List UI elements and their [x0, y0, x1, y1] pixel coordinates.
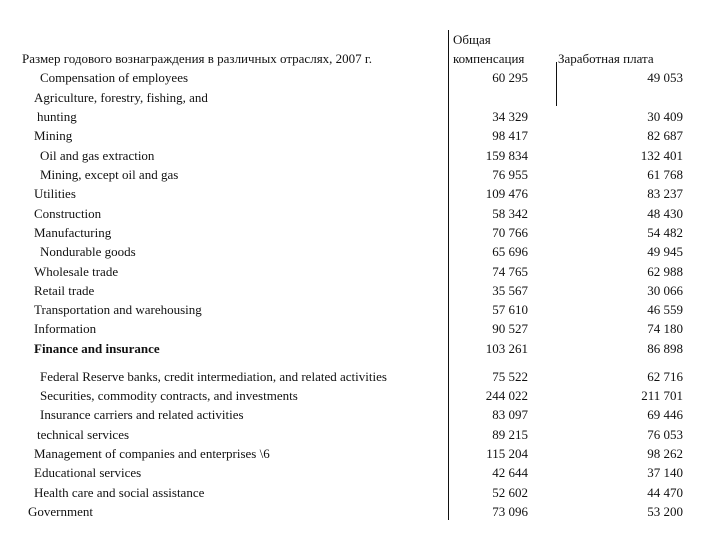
row-label-continued: hunting — [37, 109, 77, 124]
row-wages: 83 237 — [647, 186, 683, 201]
row-wages: 62 988 — [647, 264, 683, 279]
row-wages: 49 945 — [647, 244, 683, 259]
row-total: 58 342 — [492, 206, 528, 221]
col1-header-line2: компенсация — [453, 51, 525, 66]
row-total: 90 527 — [492, 321, 528, 336]
row-total: 75 522 — [492, 369, 528, 384]
row-label: Mining, except oil and gas — [40, 167, 179, 182]
row-wages: 54 482 — [647, 225, 683, 240]
row-label: Securities, commodity contracts, and investments — [40, 388, 298, 403]
row-wages: 49 053 — [647, 70, 683, 85]
row-label: Retail trade — [34, 283, 95, 298]
row-total: 42 644 — [492, 465, 528, 480]
row-total: 115 204 — [486, 446, 528, 461]
row-total: 34 329 — [492, 109, 528, 124]
row-total: 109 476 — [485, 186, 528, 201]
row-wages: 69 446 — [647, 407, 683, 422]
row-total: 74 765 — [492, 264, 528, 279]
row-wages: 30 066 — [647, 283, 683, 298]
row-total: 60 295 — [492, 70, 528, 85]
col1-header-line1: Общая — [453, 32, 491, 47]
row-total: 57 610 — [492, 302, 528, 317]
row-total: 35 567 — [492, 283, 528, 298]
row-label: Construction — [34, 206, 102, 221]
row-wages: 82 687 — [647, 128, 683, 143]
row-total: 159 834 — [485, 148, 528, 163]
col2-header: Заработная плата — [558, 51, 654, 66]
column-divider-middle — [556, 62, 557, 106]
row-wages: 48 430 — [647, 206, 683, 221]
row-total: 98 417 — [492, 128, 528, 143]
row-wages: 76 053 — [647, 427, 683, 442]
row-label: Federal Reserve banks, credit intermediation, and related activities — [40, 369, 387, 384]
row-wages: 30 409 — [647, 109, 683, 124]
row-label: Nondurable goods — [40, 244, 136, 259]
table-title: Размер годового вознаграждения в различных отраслях, 2007 г. — [22, 51, 373, 66]
row-label: Mining — [34, 128, 73, 143]
row-label: Agriculture, forestry, fishing, and — [34, 90, 208, 105]
row-label: Compensation of employees — [40, 70, 189, 85]
row-label: Utilities — [34, 186, 76, 201]
row-wages: 46 559 — [647, 302, 683, 317]
row-total: 103 261 — [485, 341, 528, 356]
row-total: 70 766 — [492, 225, 528, 240]
row-wages: 53 200 — [647, 504, 683, 519]
row-total: 83 097 — [492, 407, 528, 422]
row-wages: 86 898 — [647, 341, 683, 356]
row-wages: 61 768 — [647, 167, 683, 182]
row-label: Manufacturing — [34, 225, 112, 240]
column-divider-left — [448, 30, 449, 520]
row-wages: 132 401 — [640, 148, 683, 163]
row-label: Government — [28, 504, 93, 519]
row-wages: 44 470 — [647, 485, 683, 500]
row-wages: 211 701 — [641, 388, 683, 403]
row-wages: 98 262 — [647, 446, 683, 461]
row-label: Wholesale trade — [34, 264, 119, 279]
row-label: Insurance carriers and related activities — [40, 407, 244, 422]
row-label: Management of companies and enterprises \6 — [34, 446, 270, 461]
row-wages: 62 716 — [647, 369, 683, 384]
row-label: technical services — [37, 427, 130, 442]
row-total: 76 955 — [492, 167, 528, 182]
row-total: 89 215 — [492, 427, 528, 442]
row-label: Health care and social assistance — [34, 485, 205, 500]
row-label: Transportation and warehousing — [34, 302, 202, 317]
row-label: Educational services — [34, 465, 142, 480]
row-label: Information — [34, 321, 97, 336]
row-label: Oil and gas extraction — [40, 148, 155, 163]
row-wages: 74 180 — [647, 321, 683, 336]
row-total: 52 602 — [492, 485, 528, 500]
row-wages: 37 140 — [647, 465, 683, 480]
row-total: 73 096 — [492, 504, 528, 519]
row-total: 244 022 — [485, 388, 528, 403]
row-label: Finance and insurance — [34, 341, 160, 356]
row-total: 65 696 — [492, 244, 528, 259]
